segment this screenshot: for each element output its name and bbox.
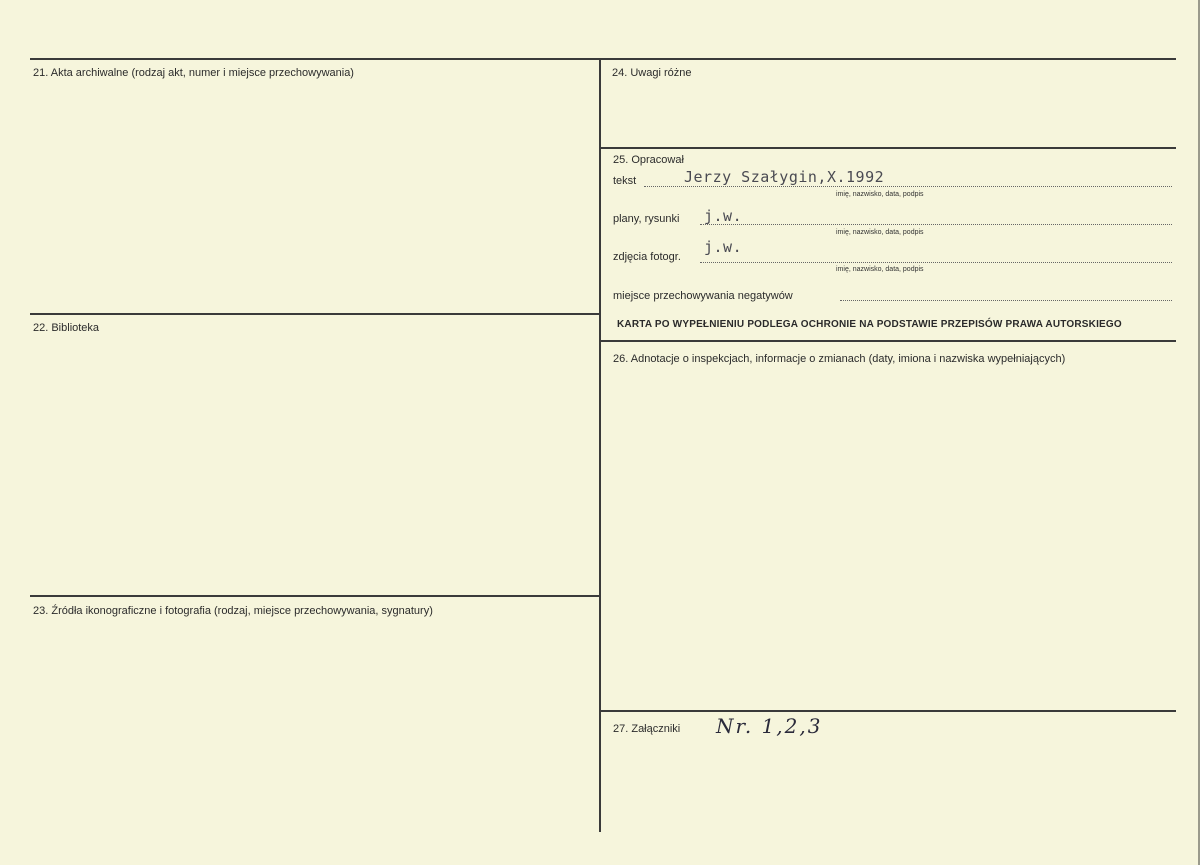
section-23-rule (30, 595, 600, 597)
tekst-label: tekst (613, 175, 637, 187)
tekst-value: Jerzy Szałygin,X.1992 (684, 168, 885, 186)
plany-line (700, 224, 1172, 225)
section-27-rule (600, 710, 1176, 712)
section-24-label: 24. Uwagi różne (612, 67, 692, 79)
tekst-sublabel: imię, nazwisko, data, podpis (836, 191, 924, 198)
section-23-label: 23. Źródła ikonograficzne i fotografia (rodzaj, miejsce przechowywania, sygnatury) (33, 605, 433, 617)
section-26-rule (600, 340, 1176, 342)
section-27-value: Nr. 1,2,3 (716, 714, 823, 738)
plany-sublabel: imię, nazwisko, data, podpis (836, 229, 924, 236)
negatywy-line (840, 300, 1172, 301)
column-divider (599, 58, 601, 832)
negatywy-label: miejsce przechowywania negatywów (613, 290, 793, 302)
section-27-label: 27. Załączniki (613, 723, 681, 735)
section-21-label: 21. Akta archiwalne (rodzaj akt, numer i miejsce przechowywania) (33, 67, 354, 79)
zdjecia-sublabel: imię, nazwisko, data, podpis (836, 266, 924, 273)
copyright-notice: KARTA PO WYPEŁNIENIU PODLEGA OCHRONIE NA PODSTAWIE PRZEPISÓW PRAWA AUTORSKIEGO (617, 319, 1122, 330)
tekst-line (644, 186, 1172, 187)
section-25-rule (600, 147, 1176, 149)
section-22-rule (30, 313, 600, 315)
section-26-label: 26. Adnotacje o inspekcjach, informacje o zmianach (daty, imiona i nazwiska wypełniających) (613, 353, 1066, 365)
plany-label: plany, rysunki (613, 213, 680, 225)
plany-value: j.w. (704, 207, 743, 225)
zdjecia-label: zdjęcia fotogr. (613, 251, 681, 263)
top-rule (30, 58, 1176, 60)
section-25-label: 25. Opracował (613, 154, 684, 166)
zdjecia-line (700, 262, 1172, 263)
section-22-label: 22. Biblioteka (33, 322, 100, 334)
zdjecia-value: j.w. (704, 238, 743, 256)
